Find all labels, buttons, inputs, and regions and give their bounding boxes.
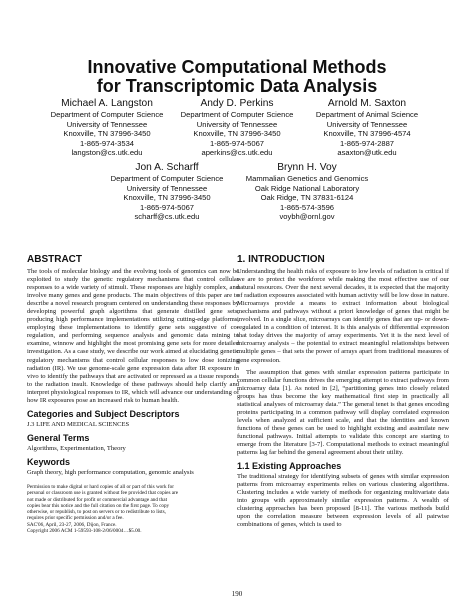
author-address: Knoxville, TN 37996-3450 bbox=[123, 193, 211, 203]
introduction-paragraph: Understanding the health risks of exposure to low levels of radiation is critical if we are to protect the workforce while making the most effective use of our natural resources. Over the next several decades, it is expected that the majority of radiation exposures associated with human activity will be low dose in nature. Microarrays provide a means to extract information about biological mechanisms and pathways without a priori knowledge of genes that might be involved. In a single slice, microarrays can identify genes that are up- or down-regulated in a condition of interest. It is this analysis of differential expression that today drives the majority of array experiments. Yet it is the next level of microarray analysis – the potential to extract meaningful relationships between multiple genes – that sets the power of arrays apart from traditional measures of gene expression. bbox=[237, 268, 449, 364]
permission-line: Copyright 2006 ACM 1-59593-108-2/06/0004…$5.00. bbox=[27, 528, 142, 535]
author-affiliation: University of Tennessee bbox=[326, 119, 408, 129]
author-affiliation: Department of Computer Science bbox=[110, 174, 224, 183]
author-name: Jon A. Scharff bbox=[135, 162, 199, 173]
author-phone: 1-865-574-3596 bbox=[279, 202, 335, 212]
abstract-heading: ABSTRACT bbox=[27, 254, 82, 265]
author-block bbox=[167, 98, 307, 158]
permission-line: SAC'06, April, 23-27, 2006, Dijon, France. bbox=[27, 521, 117, 528]
author-phone: 1-865-974-3534 bbox=[79, 138, 135, 148]
categories-heading: Categories and Subject Descriptors bbox=[27, 408, 180, 419]
abstract-text: The tools of molecular biology and the evolving tools of genomics can now be exploited to study the genetic regulatory mechanisms that control cellular responses to a wide variety of stimuli. These responses are highly complex, and involve many genes and gene products. The main objectives of this paper are to describe a novel research program centered on understanding these responses by developing powerful graph algorithms that generate distilled gene sets, producing high performance implementations utilizing cutting-edge platforms, employing these implementations to identify gene sets suggestive of co-regulation, and performing sequence analysis and genomic data mining to examine, winnow and highlight the most promising gene sets for more detailed investigation. As a case study, we describe our work aimed at elucidating genetic regulatory mechanisms that control cellular responses to low dose ionizing radiation (IR). We use genome-scale gene expression data after IR exposure in vivo to identify the pathways that are activated or repressed as a tissue responds to the radiation insult. Knowledge of these pathways should help clarify and interpret physiological responses to IR, which will advance our understanding of how IR exposures pose an increased risk to human health. bbox=[27, 268, 239, 404]
keywords-heading: Keywords bbox=[27, 456, 71, 467]
author-affiliation: Mammalian Genetics and Genomics bbox=[245, 174, 369, 183]
author-email[interactable]: asaxton@utk.edu bbox=[337, 148, 397, 158]
existing-approaches-heading: 1.1 Existing Approaches bbox=[237, 461, 342, 472]
right-column bbox=[237, 254, 449, 529]
paper-title bbox=[0, 58, 474, 96]
author-email[interactable]: voybh@ornl.gov bbox=[279, 212, 335, 222]
permission-notice bbox=[27, 484, 239, 534]
permission-line: not made or distributed for profit or commercial advantage and that bbox=[27, 496, 168, 503]
author-affiliation: University of Tennessee bbox=[126, 183, 208, 193]
author-block bbox=[96, 162, 238, 222]
author-address: Knoxville, TN 37996-3450 bbox=[193, 129, 281, 139]
title-line-2: for Transcriptomic Data Analysis bbox=[96, 76, 378, 96]
author-affiliation: Department of Computer Science bbox=[50, 110, 164, 119]
introduction-heading: 1. INTRODUCTION bbox=[237, 254, 325, 265]
author-phone: 1-865-974-5067 bbox=[139, 202, 195, 212]
author-phone: 1-865-974-2887 bbox=[339, 138, 395, 148]
terms-heading: General Terms bbox=[27, 432, 90, 443]
author-phone: 1-865-974-5067 bbox=[209, 138, 265, 148]
terms-text: Algorithms, Experimentation, Theory bbox=[27, 444, 126, 452]
page-number: 190 bbox=[231, 590, 243, 598]
left-column bbox=[27, 254, 239, 534]
author-affiliation: University of Tennessee bbox=[196, 119, 278, 129]
title-line-1: Innovative Computational Methods bbox=[87, 57, 387, 77]
author-email[interactable]: aperkins@cs.utk.edu bbox=[201, 148, 273, 158]
author-address: Oak Ridge, TN 37831-6124 bbox=[260, 193, 354, 203]
author-address: Knoxville, TN 37996-3450 bbox=[63, 129, 151, 139]
author-affiliation: Department of Animal Science bbox=[315, 110, 419, 119]
author-name: Michael A. Langston bbox=[61, 98, 153, 109]
author-block bbox=[236, 162, 378, 222]
author-email[interactable]: scharff@cs.utk.edu bbox=[134, 212, 200, 222]
permission-line: copies bear this notice and the full citation on the first page. To copy bbox=[27, 502, 170, 509]
author-block bbox=[37, 98, 177, 158]
author-address: Knoxville, TN 37996-4574 bbox=[323, 129, 411, 139]
author-name: Andy D. Perkins bbox=[200, 98, 274, 109]
author-email[interactable]: langston@cs.utk.edu bbox=[71, 148, 143, 158]
author-block bbox=[297, 98, 437, 158]
permission-line: personal or classroom use is granted without fee provided that copies are bbox=[27, 490, 179, 497]
author-affiliation: University of Tennessee bbox=[66, 119, 148, 129]
author-affiliation: Oak Ridge National Laboratory bbox=[254, 183, 360, 193]
author-affiliation: Department of Computer Science bbox=[180, 110, 294, 119]
existing-approaches-paragraph: The traditional strategy for identifying subsets of genes with similar expression patterns from microarray experiments relies on various clustering algorithms. Clustering includes a wide variety of methods for organizing multivariate data into groups with approximately similar expression patterns. A wealth of clustering approaches has been proposed [8-11]. The various methods build upon the correlation measure between expression levels of all pairwise combinations of genes, which is used to bbox=[237, 473, 449, 529]
categories-text: J.3 LIFE AND MEDICAL SCIENCES bbox=[27, 420, 130, 428]
introduction-paragraph: The assumption that genes with similar expression patterns participate in common cellular functions drives the emerging attempt to extract pathways from microarray data [1]. As noted in [2], “partitioning genes into closely related groups has thus become the key mathematical first step in practically all statistical analyses of microarray data.” The general tenet is that genes encoding proteins participating in a common pathway will display correlated expression levels when analyzed at sufficient scale, and that the identities and known functions of these genes can be used to highlight existing and assimilate new functional pathways. Initial attempts to validate this concept are starting to emerge from the literature [3-7]. Computational methods to extract meaningful patterns lag far behind the general agreement about their utility. bbox=[237, 368, 449, 457]
author-name: Arnold M. Saxton bbox=[327, 98, 407, 109]
permission-line: Permission to make digital or hard copies of all or part of this work for bbox=[27, 483, 174, 490]
permission-line: requires prior specific permission and/or a fee. bbox=[27, 515, 124, 522]
author-name: Brynn H. Voy bbox=[277, 162, 337, 173]
keywords-text: Graph theory, high performance computation, genomic analysis bbox=[27, 468, 194, 476]
permission-line: otherwise, or republish, to post on servers or to redistribute to lists, bbox=[27, 509, 166, 516]
